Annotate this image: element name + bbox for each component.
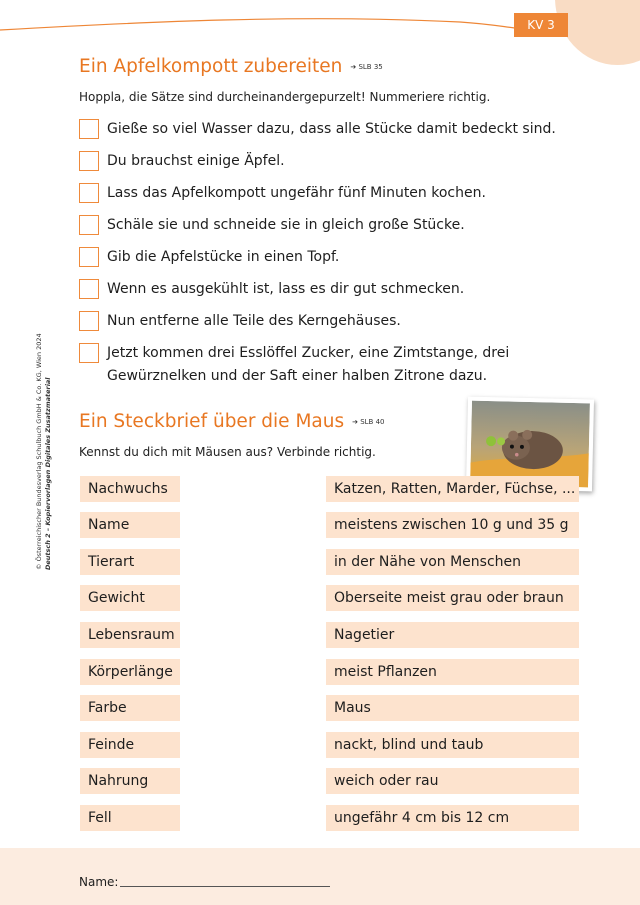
trait-value[interactable]: weich oder rau	[326, 768, 579, 794]
number-box[interactable]	[79, 119, 99, 139]
number-box[interactable]	[79, 343, 99, 363]
trait-label[interactable]: Tierart	[80, 549, 180, 575]
trait-value[interactable]: meist Pflanzen	[326, 659, 579, 685]
sentence-line: Jetzt kommen drei Esslöffel Zucker, eine Zimtstange, drei	[107, 345, 510, 361]
trait-label[interactable]: Nahrung	[80, 768, 180, 794]
sentence-text: Nun entferne alle Teile des Kerngehäuses.	[107, 313, 401, 329]
product-line: Deutsch 2 – Kopiervorlagen Digitales Zusatzmaterial	[44, 377, 52, 570]
worksheet-badge: KV 3	[514, 13, 568, 37]
sentence-text: Gieße so viel Wasser dazu, dass alle Stücke damit bedeckt sind.	[107, 121, 556, 137]
copyright-line: © Österreichischer Bundesverlag Schulbuch GmbH & Co. KG, Wien 2024	[35, 333, 43, 570]
sentence-row	[79, 215, 465, 237]
trait-value[interactable]: nackt, blind und taub	[326, 732, 579, 758]
trait-value[interactable]: ungefähr 4 cm bis 12 cm	[326, 805, 579, 831]
section1-title-text: Ein Apfelkompott zubereiten	[79, 56, 343, 77]
trait-value[interactable]: Maus	[326, 695, 579, 721]
trait-label[interactable]: Nachwuchs	[80, 476, 180, 502]
sentence-row	[79, 119, 556, 141]
trait-label[interactable]: Feinde	[80, 732, 180, 758]
sentence-row	[79, 183, 486, 205]
section2-title-text: Ein Steckbrief über die Maus	[79, 411, 345, 432]
number-box[interactable]	[79, 183, 99, 203]
sentence-row	[79, 279, 464, 301]
sentence-row	[79, 151, 285, 173]
section1-title	[79, 56, 383, 77]
trait-label[interactable]: Körperlänge	[80, 659, 180, 685]
copyright-note	[35, 333, 53, 570]
name-field[interactable]	[120, 886, 330, 887]
section1-reference: ➔ SLB 35	[350, 63, 383, 71]
trait-label[interactable]: Lebensraum	[80, 622, 180, 648]
sentence-text: Schäle sie und schneide sie in gleich große Stücke.	[107, 217, 465, 233]
trait-label[interactable]: Farbe	[80, 695, 180, 721]
sentence-text: Gib die Apfelstücke in einen Topf.	[107, 249, 340, 265]
trait-value[interactable]: Oberseite meist grau oder braun	[326, 585, 579, 611]
sentence-row	[79, 311, 401, 333]
sentence-text: Wenn es ausgekühlt ist, lass es dir gut schmecken.	[107, 281, 465, 297]
trait-label[interactable]: Fell	[80, 805, 180, 831]
number-box[interactable]	[79, 247, 99, 267]
trait-value[interactable]: Nagetier	[326, 622, 579, 648]
number-box[interactable]	[79, 151, 99, 171]
section2-instruction: Kennst du dich mit Mäusen aus? Verbinde richtig.	[79, 445, 376, 459]
section2-reference: ➔ SLB 40	[352, 418, 385, 426]
sentence-text: Du brauchst einige Äpfel.	[107, 153, 285, 169]
trait-value[interactable]: Katzen, Ratten, Marder, Füchse, ...	[326, 476, 579, 502]
number-box[interactable]	[79, 311, 99, 331]
section1-instruction: Hoppla, die Sätze sind durcheinandergepurzelt! Nummeriere richtig.	[79, 90, 491, 104]
section2-title	[79, 411, 384, 432]
trait-value[interactable]: in der Nähe von Menschen	[326, 549, 579, 575]
sentence-line: Gewürznelken und der Saft einer halben Zitrone dazu.	[107, 368, 488, 384]
name-label: Name:	[79, 875, 119, 889]
number-box[interactable]	[79, 215, 99, 235]
sentence-text: Lass das Apfelkompott ungefähr fünf Minuten kochen.	[107, 185, 486, 201]
trait-label[interactable]: Name	[80, 512, 180, 538]
sentence-row	[79, 247, 339, 269]
sentence-text	[107, 342, 509, 388]
sentence-row	[79, 343, 509, 388]
number-box[interactable]	[79, 279, 99, 299]
trait-value[interactable]: meistens zwischen 10 g und 35 g	[326, 512, 579, 538]
trait-label[interactable]: Gewicht	[80, 585, 180, 611]
